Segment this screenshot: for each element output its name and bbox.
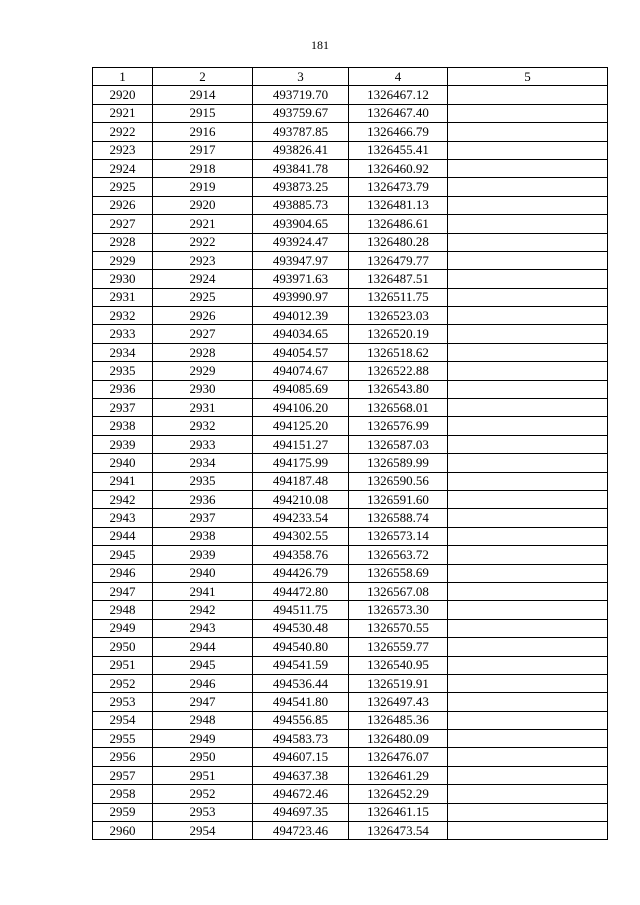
cell-number: 2947 bbox=[93, 582, 153, 600]
cell-y-coordinate: 1326563.72 bbox=[349, 546, 448, 564]
cell-note bbox=[448, 454, 608, 472]
cell-y-coordinate: 1326567.08 bbox=[349, 582, 448, 600]
cell-y-coordinate: 1326520.19 bbox=[349, 325, 448, 343]
cell-note bbox=[448, 601, 608, 619]
cell-note bbox=[448, 693, 608, 711]
table-row bbox=[93, 656, 608, 674]
cell-y-coordinate: 1326522.88 bbox=[349, 362, 448, 380]
cell-number: 2948 bbox=[93, 601, 153, 619]
cell-point-id: 2916 bbox=[153, 123, 253, 141]
table-row bbox=[93, 674, 608, 692]
cell-note bbox=[448, 527, 608, 545]
cell-number: 2924 bbox=[93, 159, 153, 177]
cell-y-coordinate: 1326587.03 bbox=[349, 435, 448, 453]
cell-y-coordinate: 1326543.80 bbox=[349, 380, 448, 398]
table-row bbox=[93, 362, 608, 380]
cell-number: 2942 bbox=[93, 490, 153, 508]
cell-x-coordinate: 493719.70 bbox=[253, 86, 349, 104]
cell-y-coordinate: 1326485.36 bbox=[349, 711, 448, 729]
cell-note bbox=[448, 325, 608, 343]
cell-x-coordinate: 494672.46 bbox=[253, 785, 349, 803]
table-row bbox=[93, 380, 608, 398]
cell-y-coordinate: 1326519.91 bbox=[349, 674, 448, 692]
table-row bbox=[93, 748, 608, 766]
cell-number: 2934 bbox=[93, 343, 153, 361]
table-row bbox=[93, 123, 608, 141]
cell-x-coordinate: 493924.47 bbox=[253, 233, 349, 251]
table-row bbox=[93, 711, 608, 729]
cell-x-coordinate: 494358.76 bbox=[253, 546, 349, 564]
cell-x-coordinate: 493841.78 bbox=[253, 159, 349, 177]
cell-y-coordinate: 1326511.75 bbox=[349, 288, 448, 306]
cell-point-id: 2949 bbox=[153, 730, 253, 748]
cell-number: 2941 bbox=[93, 472, 153, 490]
table-row bbox=[93, 270, 608, 288]
cell-x-coordinate: 494541.59 bbox=[253, 656, 349, 674]
cell-y-coordinate: 1326558.69 bbox=[349, 564, 448, 582]
cell-number: 2935 bbox=[93, 362, 153, 380]
cell-note bbox=[448, 86, 608, 104]
cell-x-coordinate: 494151.27 bbox=[253, 435, 349, 453]
cell-y-coordinate: 1326576.99 bbox=[349, 417, 448, 435]
cell-point-id: 2921 bbox=[153, 215, 253, 233]
column-header-2: 2 bbox=[153, 68, 253, 86]
table-header-row bbox=[93, 68, 608, 86]
cell-y-coordinate: 1326481.13 bbox=[349, 196, 448, 214]
cell-x-coordinate: 494556.85 bbox=[253, 711, 349, 729]
cell-y-coordinate: 1326480.09 bbox=[349, 730, 448, 748]
cell-note bbox=[448, 582, 608, 600]
cell-x-coordinate: 493885.73 bbox=[253, 196, 349, 214]
table-row bbox=[93, 399, 608, 417]
column-header-4: 4 bbox=[349, 68, 448, 86]
cell-number: 2937 bbox=[93, 399, 153, 417]
table-row bbox=[93, 159, 608, 177]
cell-note bbox=[448, 251, 608, 269]
cell-y-coordinate: 1326589.99 bbox=[349, 454, 448, 472]
cell-note bbox=[448, 123, 608, 141]
cell-point-id: 2934 bbox=[153, 454, 253, 472]
cell-number: 2931 bbox=[93, 288, 153, 306]
cell-y-coordinate: 1326466.79 bbox=[349, 123, 448, 141]
column-header-1: 1 bbox=[93, 68, 153, 86]
cell-point-id: 2920 bbox=[153, 196, 253, 214]
cell-y-coordinate: 1326590.56 bbox=[349, 472, 448, 490]
page-number: 181 bbox=[311, 38, 329, 52]
cell-note bbox=[448, 307, 608, 325]
cell-y-coordinate: 1326479.77 bbox=[349, 251, 448, 269]
table-row bbox=[93, 251, 608, 269]
cell-number: 2959 bbox=[93, 803, 153, 821]
cell-point-id: 2924 bbox=[153, 270, 253, 288]
cell-y-coordinate: 1326460.92 bbox=[349, 159, 448, 177]
cell-x-coordinate: 494175.99 bbox=[253, 454, 349, 472]
cell-number: 2932 bbox=[93, 307, 153, 325]
cell-number: 2927 bbox=[93, 215, 153, 233]
cell-x-coordinate: 494541.80 bbox=[253, 693, 349, 711]
cell-y-coordinate: 1326573.14 bbox=[349, 527, 448, 545]
cell-y-coordinate: 1326559.77 bbox=[349, 638, 448, 656]
cell-y-coordinate: 1326473.79 bbox=[349, 178, 448, 196]
cell-number: 2925 bbox=[93, 178, 153, 196]
cell-note bbox=[448, 380, 608, 398]
cell-point-id: 2915 bbox=[153, 104, 253, 122]
table-body bbox=[93, 86, 608, 840]
cell-point-id: 2938 bbox=[153, 527, 253, 545]
cell-x-coordinate: 494472.80 bbox=[253, 582, 349, 600]
cell-number: 2930 bbox=[93, 270, 153, 288]
cell-note bbox=[448, 730, 608, 748]
cell-y-coordinate: 1326487.51 bbox=[349, 270, 448, 288]
table-row bbox=[93, 325, 608, 343]
cell-note bbox=[448, 785, 608, 803]
cell-y-coordinate: 1326476.07 bbox=[349, 748, 448, 766]
cell-number: 2949 bbox=[93, 619, 153, 637]
cell-point-id: 2954 bbox=[153, 822, 253, 840]
table-row bbox=[93, 86, 608, 104]
cell-x-coordinate: 494583.73 bbox=[253, 730, 349, 748]
cell-x-coordinate: 494540.80 bbox=[253, 638, 349, 656]
cell-note bbox=[448, 490, 608, 508]
column-header-3: 3 bbox=[253, 68, 349, 86]
cell-x-coordinate: 493990.97 bbox=[253, 288, 349, 306]
cell-point-id: 2937 bbox=[153, 509, 253, 527]
cell-y-coordinate: 1326540.95 bbox=[349, 656, 448, 674]
cell-number: 2957 bbox=[93, 766, 153, 784]
table-row bbox=[93, 288, 608, 306]
cell-point-id: 2918 bbox=[153, 159, 253, 177]
cell-note bbox=[448, 803, 608, 821]
cell-y-coordinate: 1326497.43 bbox=[349, 693, 448, 711]
coordinates-table bbox=[92, 67, 608, 840]
cell-note bbox=[448, 822, 608, 840]
table-row bbox=[93, 417, 608, 435]
cell-point-id: 2922 bbox=[153, 233, 253, 251]
cell-x-coordinate: 494302.55 bbox=[253, 527, 349, 545]
cell-point-id: 2925 bbox=[153, 288, 253, 306]
table-row bbox=[93, 766, 608, 784]
cell-number: 2933 bbox=[93, 325, 153, 343]
table-row bbox=[93, 343, 608, 361]
cell-note bbox=[448, 270, 608, 288]
table-row bbox=[93, 490, 608, 508]
cell-number: 2960 bbox=[93, 822, 153, 840]
table-row bbox=[93, 785, 608, 803]
cell-x-coordinate: 494210.08 bbox=[253, 490, 349, 508]
cell-note bbox=[448, 711, 608, 729]
cell-point-id: 2948 bbox=[153, 711, 253, 729]
cell-point-id: 2926 bbox=[153, 307, 253, 325]
cell-number: 2944 bbox=[93, 527, 153, 545]
cell-point-id: 2947 bbox=[153, 693, 253, 711]
cell-number: 2936 bbox=[93, 380, 153, 398]
cell-point-id: 2945 bbox=[153, 656, 253, 674]
cell-x-coordinate: 494054.57 bbox=[253, 343, 349, 361]
cell-point-id: 2950 bbox=[153, 748, 253, 766]
cell-number: 2950 bbox=[93, 638, 153, 656]
cell-y-coordinate: 1326461.15 bbox=[349, 803, 448, 821]
table-row bbox=[93, 546, 608, 564]
table-row bbox=[93, 307, 608, 325]
cell-note bbox=[448, 472, 608, 490]
cell-x-coordinate: 494074.67 bbox=[253, 362, 349, 380]
cell-number: 2955 bbox=[93, 730, 153, 748]
cell-point-id: 2941 bbox=[153, 582, 253, 600]
table-row bbox=[93, 582, 608, 600]
cell-point-id: 2931 bbox=[153, 399, 253, 417]
cell-y-coordinate: 1326452.29 bbox=[349, 785, 448, 803]
cell-y-coordinate: 1326523.03 bbox=[349, 307, 448, 325]
cell-y-coordinate: 1326480.28 bbox=[349, 233, 448, 251]
cell-point-id: 2935 bbox=[153, 472, 253, 490]
cell-note bbox=[448, 233, 608, 251]
cell-point-id: 2919 bbox=[153, 178, 253, 196]
table-row bbox=[93, 454, 608, 472]
cell-x-coordinate: 494697.35 bbox=[253, 803, 349, 821]
cell-note bbox=[448, 178, 608, 196]
cell-x-coordinate: 494085.69 bbox=[253, 380, 349, 398]
cell-number: 2953 bbox=[93, 693, 153, 711]
cell-number: 2951 bbox=[93, 656, 153, 674]
cell-x-coordinate: 493826.41 bbox=[253, 141, 349, 159]
cell-note bbox=[448, 362, 608, 380]
cell-x-coordinate: 494125.20 bbox=[253, 417, 349, 435]
cell-note bbox=[448, 159, 608, 177]
cell-x-coordinate: 494511.75 bbox=[253, 601, 349, 619]
cell-point-id: 2953 bbox=[153, 803, 253, 821]
cell-point-id: 2914 bbox=[153, 86, 253, 104]
cell-point-id: 2943 bbox=[153, 619, 253, 637]
cell-number: 2946 bbox=[93, 564, 153, 582]
cell-x-coordinate: 494530.48 bbox=[253, 619, 349, 637]
cell-number: 2928 bbox=[93, 233, 153, 251]
table-row bbox=[93, 527, 608, 545]
table-row bbox=[93, 104, 608, 122]
cell-y-coordinate: 1326591.60 bbox=[349, 490, 448, 508]
cell-note bbox=[448, 546, 608, 564]
cell-point-id: 2952 bbox=[153, 785, 253, 803]
table-row bbox=[93, 638, 608, 656]
cell-y-coordinate: 1326568.01 bbox=[349, 399, 448, 417]
cell-note bbox=[448, 435, 608, 453]
cell-note bbox=[448, 417, 608, 435]
cell-number: 2939 bbox=[93, 435, 153, 453]
cell-point-id: 2927 bbox=[153, 325, 253, 343]
cell-number: 2943 bbox=[93, 509, 153, 527]
cell-note bbox=[448, 638, 608, 656]
table-row bbox=[93, 435, 608, 453]
cell-y-coordinate: 1326588.74 bbox=[349, 509, 448, 527]
cell-x-coordinate: 494607.15 bbox=[253, 748, 349, 766]
cell-note bbox=[448, 104, 608, 122]
cell-number: 2956 bbox=[93, 748, 153, 766]
cell-x-coordinate: 494012.39 bbox=[253, 307, 349, 325]
cell-number: 2940 bbox=[93, 454, 153, 472]
cell-number: 2954 bbox=[93, 711, 153, 729]
cell-note bbox=[448, 766, 608, 784]
cell-point-id: 2928 bbox=[153, 343, 253, 361]
cell-point-id: 2933 bbox=[153, 435, 253, 453]
cell-x-coordinate: 494187.48 bbox=[253, 472, 349, 490]
cell-point-id: 2946 bbox=[153, 674, 253, 692]
cell-number: 2952 bbox=[93, 674, 153, 692]
cell-x-coordinate: 494426.79 bbox=[253, 564, 349, 582]
cell-y-coordinate: 1326518.62 bbox=[349, 343, 448, 361]
cell-note bbox=[448, 619, 608, 637]
cell-number: 2938 bbox=[93, 417, 153, 435]
table-row bbox=[93, 601, 608, 619]
cell-number: 2926 bbox=[93, 196, 153, 214]
cell-note bbox=[448, 656, 608, 674]
table-row bbox=[93, 233, 608, 251]
table-row bbox=[93, 619, 608, 637]
table-row bbox=[93, 196, 608, 214]
cell-point-id: 2929 bbox=[153, 362, 253, 380]
cell-point-id: 2951 bbox=[153, 766, 253, 784]
table-row bbox=[93, 693, 608, 711]
cell-x-coordinate: 493787.85 bbox=[253, 123, 349, 141]
cell-point-id: 2939 bbox=[153, 546, 253, 564]
cell-x-coordinate: 493759.67 bbox=[253, 104, 349, 122]
table-row bbox=[93, 564, 608, 582]
cell-note bbox=[448, 343, 608, 361]
cell-number: 2920 bbox=[93, 86, 153, 104]
cell-point-id: 2930 bbox=[153, 380, 253, 398]
table-row bbox=[93, 141, 608, 159]
cell-number: 2923 bbox=[93, 141, 153, 159]
cell-note bbox=[448, 748, 608, 766]
cell-y-coordinate: 1326467.40 bbox=[349, 104, 448, 122]
cell-note bbox=[448, 564, 608, 582]
cell-y-coordinate: 1326573.30 bbox=[349, 601, 448, 619]
table-row bbox=[93, 509, 608, 527]
cell-note bbox=[448, 288, 608, 306]
cell-number: 2921 bbox=[93, 104, 153, 122]
cell-number: 2945 bbox=[93, 546, 153, 564]
cell-point-id: 2944 bbox=[153, 638, 253, 656]
table-row bbox=[93, 822, 608, 840]
cell-number: 2929 bbox=[93, 251, 153, 269]
cell-note bbox=[448, 674, 608, 692]
cell-x-coordinate: 494637.38 bbox=[253, 766, 349, 784]
cell-x-coordinate: 493873.25 bbox=[253, 178, 349, 196]
cell-y-coordinate: 1326570.55 bbox=[349, 619, 448, 637]
cell-x-coordinate: 493904.65 bbox=[253, 215, 349, 233]
cell-y-coordinate: 1326473.54 bbox=[349, 822, 448, 840]
cell-y-coordinate: 1326486.61 bbox=[349, 215, 448, 233]
cell-note bbox=[448, 196, 608, 214]
cell-x-coordinate: 494106.20 bbox=[253, 399, 349, 417]
cell-y-coordinate: 1326455.41 bbox=[349, 141, 448, 159]
table-row bbox=[93, 803, 608, 821]
cell-point-id: 2940 bbox=[153, 564, 253, 582]
cell-point-id: 2936 bbox=[153, 490, 253, 508]
cell-x-coordinate: 494536.44 bbox=[253, 674, 349, 692]
cell-x-coordinate: 494034.65 bbox=[253, 325, 349, 343]
cell-note bbox=[448, 215, 608, 233]
cell-x-coordinate: 493947.97 bbox=[253, 251, 349, 269]
cell-point-id: 2917 bbox=[153, 141, 253, 159]
table-row bbox=[93, 730, 608, 748]
cell-number: 2958 bbox=[93, 785, 153, 803]
cell-note bbox=[448, 399, 608, 417]
cell-note bbox=[448, 509, 608, 527]
cell-x-coordinate: 494233.54 bbox=[253, 509, 349, 527]
cell-y-coordinate: 1326467.12 bbox=[349, 86, 448, 104]
table-row bbox=[93, 215, 608, 233]
table-row bbox=[93, 178, 608, 196]
column-header-5: 5 bbox=[448, 68, 608, 86]
cell-x-coordinate: 493971.63 bbox=[253, 270, 349, 288]
cell-x-coordinate: 494723.46 bbox=[253, 822, 349, 840]
cell-note bbox=[448, 141, 608, 159]
cell-point-id: 2923 bbox=[153, 251, 253, 269]
table-row bbox=[93, 472, 608, 490]
cell-point-id: 2932 bbox=[153, 417, 253, 435]
cell-point-id: 2942 bbox=[153, 601, 253, 619]
cell-number: 2922 bbox=[93, 123, 153, 141]
cell-y-coordinate: 1326461.29 bbox=[349, 766, 448, 784]
